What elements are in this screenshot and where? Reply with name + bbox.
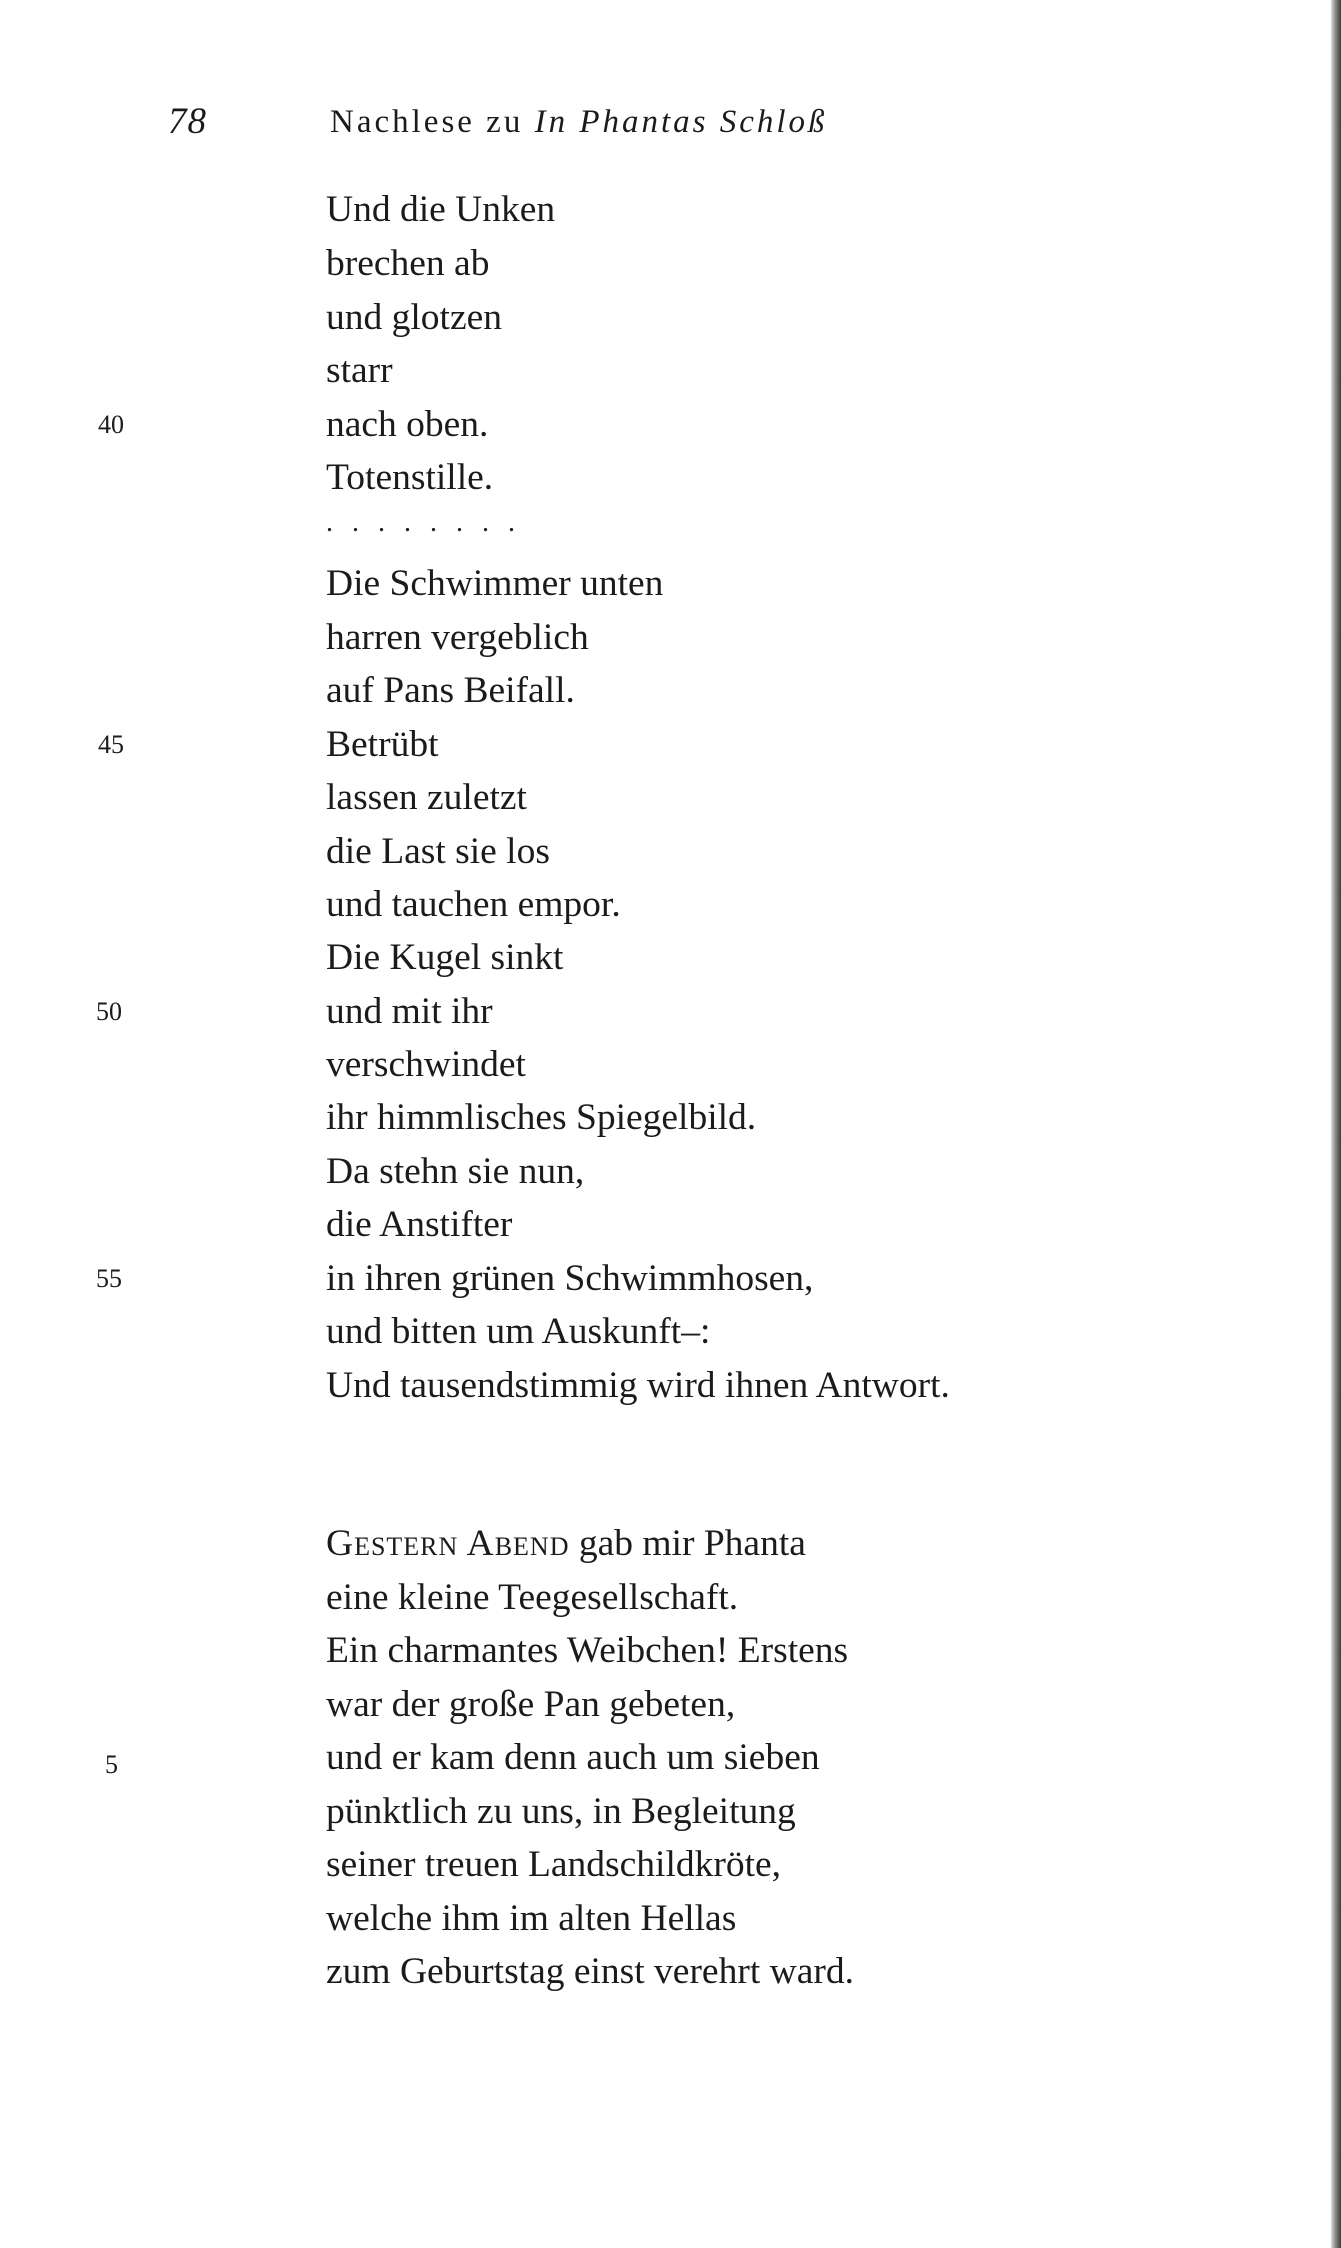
verse-line: und tauchen empor. [326,884,621,925]
running-title-work: In Phantas Schloß [534,104,828,140]
running-title [330,104,828,141]
line-number: 55 [96,1264,122,1293]
verse-line: die Anstifter [326,1204,513,1245]
verse-line: verschwindet [326,1044,526,1085]
verse-line: seiner treuen Landschildkröte, [326,1844,782,1885]
verse-line: Und die Unken [326,189,556,230]
first-line-rest: gab mir Phanta [569,1523,806,1564]
verse-line: und glotzen [326,297,503,338]
verse-line: auf Pans Beifall. [326,670,575,711]
verse-line: eine kleine Teegesellschaft. [326,1577,739,1618]
verse-line: und mit ihr [326,991,493,1032]
running-title-prefix: Nachlese zu [330,104,524,140]
verse-line: und er kam denn auch um sieben [326,1737,820,1778]
verse-line: die Last sie los [326,831,550,872]
verse-line: Da stehn sie nun, [326,1151,585,1192]
verse-line: zum Geburtstag einst verehrt ward. [326,1951,854,1992]
opening-small-caps: Gestern Abend [326,1523,570,1564]
line-number: 40 [98,410,124,439]
verse-line: Die Schwimmer unten [326,563,664,604]
line-number: 50 [96,997,122,1026]
verse-line: in ihren grünen Schwimmhosen, [326,1258,814,1299]
running-header [0,100,1330,150]
verse-line: harren vergeblich [326,617,589,658]
verse-line: Die Kugel sinkt [326,937,564,978]
verse-line: Totenstille. [326,457,494,498]
verse-line: nach oben. [326,404,489,445]
verse-line: pünktlich zu uns, in Begleitung [326,1791,796,1832]
verse-line: starr [326,350,393,391]
verse-line: Betrübt [326,724,439,765]
verse-line-first [326,1521,806,1567]
page-edge-shadow [1331,0,1341,2248]
verse-line: und bitten um Auskunft–: [326,1311,711,1352]
verse-line: war der große Pan gebeten, [326,1684,736,1725]
verse-line: Ein charmantes Weibchen! Erstens [326,1630,849,1671]
verse-line: ihr himmlisches Spiegelbild. [326,1097,757,1138]
verse-line: welche ihm im alten Hellas [326,1898,737,1939]
ellipsis-row: . . . . . . . . [326,507,521,538]
verse-line: Und tausendstimmig wird ihnen Antwort. [326,1365,950,1406]
verse-line: lassen zuletzt [326,777,527,818]
page-number: 78 [168,101,207,142]
line-number: 45 [98,730,124,759]
line-number: 5 [105,1750,118,1779]
verse-line: brechen ab [326,243,490,284]
